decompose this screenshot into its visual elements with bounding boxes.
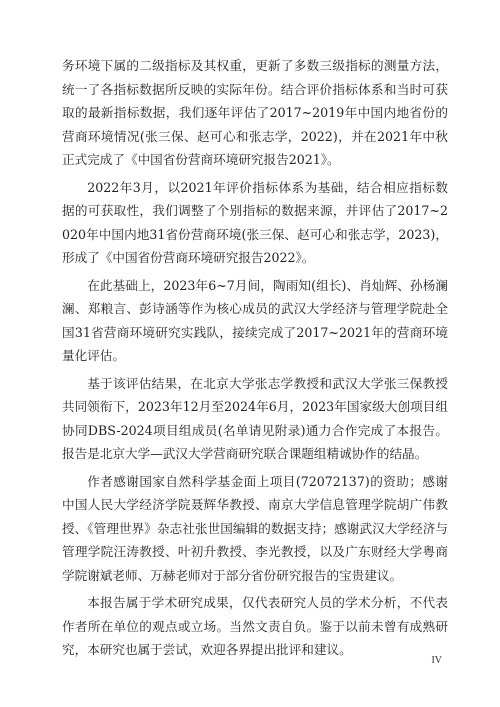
page-number: IV (431, 655, 442, 666)
body-text (62, 54, 448, 662)
paragraph-2022-report: 2022年3月，以2021年评价指标体系为基础，结合相应指标数据的可获取性，我们调整了个别指标的数据来源，并评估了2017~2020年中国内地31省份营商环境(张三保、赵可心和张志学，2023)，形成了《中国省份营商环境研究报告2022》。 (62, 179, 448, 265)
paragraph-report-completion: 基于该评估结果，在北京大学张志学教授和武汉大学张三保教授共同领衔下，2023年12月至2024年6月，2023年国家级大创项目组协同DBS-2024项目组成员(名单请见附录)通力合作完成了本报告。报告是北京大学—武汉大学营商研究联合课题组精诚协作的结晶。 (62, 375, 448, 461)
paragraph-acknowledgements: 作者感谢国家自然科学基金面上项目(72072137)的资助；感谢中国人民大学经济学院聂辉华教授、南京大学信息管理学院胡广伟教授、《管理世界》杂志社张世国编辑的数据支持；感谢武汉大学经济与管理学院汪涛教授、叶初升教授、李光教授，以及广东财经大学粤商学院谢斌老师、万赫老师对于部分省份研究报告的宝贵建议。 (62, 473, 448, 583)
paragraph-continuation: 务环境下属的二级指标及其权重，更新了多数三级指标的测量方法，统一了各指标数据所反映的实际年份。结合评价指标体系和当时可获取的最新指标数据，我们逐年评估了2017~2019年中国内地省份的营商环境情况(张三保、赵可心和张志学，2022)，并在2021年中秋正式完成了《中国省份营商环境研究报告2021》。 (62, 58, 448, 167)
paragraph-disclaimer: 本报告属于学术研究成果，仅代表研究人员的学术分析，不代表作者所在单位的观点或立场。当然文责自负。鉴于以前未曾有成熟研究，本研究也属于尝试，欢迎各界提出批评和建议。 (62, 595, 448, 657)
paragraph-2023-team: 在此基础上，2023年6~7月间，陶雨知(组长)、肖灿辉、孙杨澜澜、郑粮言、彭诗涵等作为核心成员的武汉大学经济与管理学院赴全国31省营商环境研究实践队，接续完成了2017~2021年的营商环境量化评估。 (62, 277, 448, 363)
